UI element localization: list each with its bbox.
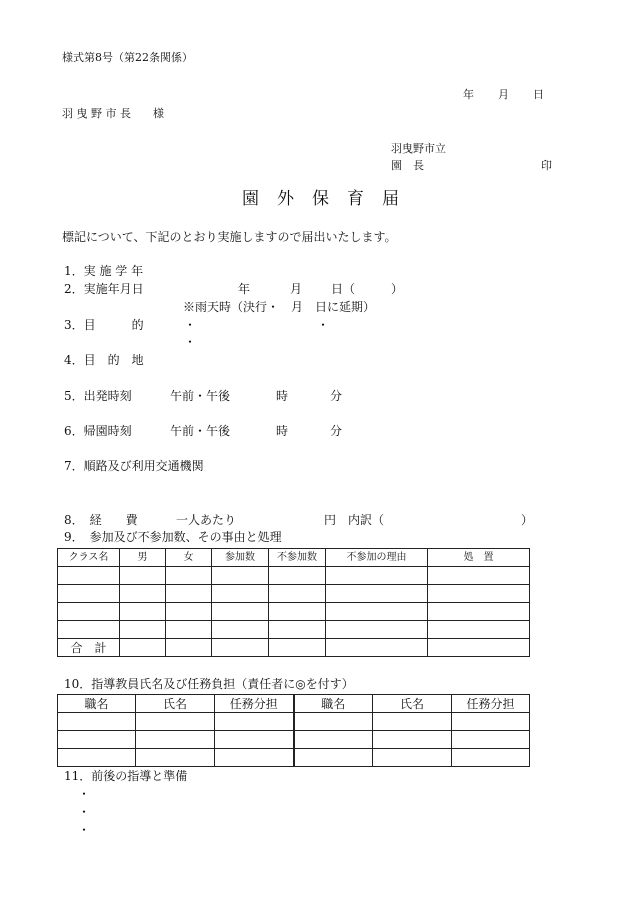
bullet: ・ (184, 335, 197, 349)
table-cell[interactable] (326, 621, 428, 639)
attendance-table (57, 548, 530, 657)
table-cell[interactable] (212, 639, 269, 657)
column-header: 処 置 (428, 549, 530, 567)
sender-title: 園 長 (391, 159, 424, 172)
total-label: 合 計 (58, 639, 120, 657)
item-2-date-label: 2．実施年月日 (64, 282, 144, 296)
title-char: 育 (347, 189, 364, 209)
column-header: クラス名 (58, 549, 120, 567)
table-cell[interactable] (120, 639, 166, 657)
item-6-return-label: 6．帰園時刻 (64, 424, 132, 438)
table-header-row (58, 695, 530, 713)
table-cell[interactable] (58, 713, 136, 731)
item-2-year: 年 (238, 282, 251, 296)
table-row (58, 731, 530, 749)
table-cell[interactable] (120, 567, 166, 585)
item-2-day: 日（ ） (331, 282, 404, 296)
table-cell[interactable] (373, 749, 452, 767)
table-cell[interactable] (428, 567, 530, 585)
table-cell[interactable] (166, 603, 212, 621)
table-cell[interactable] (212, 567, 269, 585)
table-cell[interactable] (212, 603, 269, 621)
sender-org: 羽曳野市立 (391, 142, 446, 155)
bullet: ・ (317, 318, 330, 332)
column-header: 任務分担 (215, 695, 294, 713)
table-cell[interactable] (428, 639, 530, 657)
close-paren: ） (521, 513, 534, 527)
column-header: 女 (166, 549, 212, 567)
bullet: ・ (78, 805, 91, 819)
date-month-label: 月 (498, 88, 509, 101)
table-cell[interactable] (269, 621, 326, 639)
column-header: 不参加数 (269, 549, 326, 567)
form-number: 様式第8号（第22条関係） (62, 51, 193, 64)
title-char: 園 (242, 189, 259, 209)
column-header: 職名 (294, 695, 373, 713)
date-day-label: 日 (533, 88, 544, 101)
table-cell[interactable] (326, 639, 428, 657)
table-total-row (58, 639, 530, 657)
table-cell[interactable] (58, 603, 120, 621)
item-9-attendance: 9． 参加及び不参加数、その事由と処理 (64, 530, 282, 544)
table-cell[interactable] (166, 639, 212, 657)
table-cell[interactable] (326, 567, 428, 585)
column-header: 氏名 (136, 695, 215, 713)
table-header-row (58, 549, 530, 567)
table-cell[interactable] (58, 731, 136, 749)
column-header: 不参加の理由 (326, 549, 428, 567)
column-header: 氏名 (373, 695, 452, 713)
column-header: 男 (120, 549, 166, 567)
table-cell[interactable] (326, 603, 428, 621)
table-row (58, 585, 530, 603)
title-char: 保 (312, 189, 329, 209)
table-row (58, 713, 530, 731)
table-cell[interactable] (136, 731, 215, 749)
item-3-purpose-label: 3．目 的 (64, 318, 144, 332)
yen-breakdown-label: 円 内訳（ (324, 513, 385, 527)
item-1-grade: 1．実 施 学 年 (64, 264, 144, 278)
item-10-teachers: 10．指導教員氏名及び任務負担（責任者に◎を付す） (64, 677, 354, 691)
document-title (242, 191, 399, 208)
table-cell[interactable] (58, 567, 120, 585)
table-cell[interactable] (269, 585, 326, 603)
table-cell[interactable] (428, 603, 530, 621)
minute-label: 分 (330, 389, 343, 403)
rain-note: ※雨天時（決行・ 月 日に延期） (183, 300, 376, 314)
date-year-label: 年 (463, 88, 474, 101)
title-char: 外 (277, 189, 294, 209)
title-char: 届 (382, 189, 399, 209)
table-cell[interactable] (269, 639, 326, 657)
table-cell[interactable] (120, 621, 166, 639)
table-cell[interactable] (294, 749, 373, 767)
item-11-preparation: 11．前後の指導と準備 (64, 769, 188, 783)
table-cell[interactable] (212, 621, 269, 639)
column-header: 任務分担 (452, 695, 530, 713)
ampm-choice: 午前・午後 (170, 389, 231, 403)
column-header: 参加数 (212, 549, 269, 567)
table-cell[interactable] (294, 731, 373, 749)
item-2-month: 月 (290, 282, 303, 296)
item-5-departure-label: 5．出発時刻 (64, 389, 132, 403)
table-cell[interactable] (166, 567, 212, 585)
table-cell[interactable] (294, 713, 373, 731)
table-cell[interactable] (215, 749, 294, 767)
bullet: ・ (78, 823, 91, 837)
table-cell[interactable] (58, 749, 136, 767)
table-cell[interactable] (120, 603, 166, 621)
table-cell[interactable] (373, 713, 452, 731)
item-7-route: 7．順路及び利用交通機関 (64, 459, 204, 473)
hour-label: 時 (276, 424, 289, 438)
table-cell[interactable] (269, 603, 326, 621)
bullet: ・ (184, 318, 197, 332)
item-4-destination: 4．目 的 地 (64, 353, 144, 367)
table-cell[interactable] (136, 749, 215, 767)
table-cell[interactable] (58, 621, 120, 639)
table-cell[interactable] (452, 731, 530, 749)
teachers-table (57, 694, 530, 767)
minute-label: 分 (330, 424, 343, 438)
table-cell[interactable] (166, 585, 212, 603)
seal-mark: 印 (541, 159, 552, 172)
table-row (58, 749, 530, 767)
table-cell[interactable] (428, 585, 530, 603)
table-cell[interactable] (452, 749, 530, 767)
table-cell[interactable] (215, 713, 294, 731)
table-row (58, 603, 530, 621)
item-8-cost-label: 8． 経 費 (64, 513, 138, 527)
addressee: 羽 曳 野 市 長 様 (62, 107, 164, 120)
bullet: ・ (78, 787, 91, 801)
table-cell[interactable] (269, 567, 326, 585)
table-cell[interactable] (120, 585, 166, 603)
table-cell[interactable] (373, 731, 452, 749)
table-cell[interactable] (452, 713, 530, 731)
table-row (58, 621, 530, 639)
table-cell[interactable] (166, 621, 212, 639)
table-cell[interactable] (212, 585, 269, 603)
ampm-choice: 午前・午後 (170, 424, 231, 438)
table-cell[interactable] (58, 585, 120, 603)
per-person-label: 一人あたり (176, 513, 237, 527)
table-cell[interactable] (428, 621, 530, 639)
column-header: 職名 (58, 695, 136, 713)
intro-text: 標記について、下記のとおり実施しますので届出いたします。 (62, 230, 397, 244)
table-cell[interactable] (326, 585, 428, 603)
hour-label: 時 (276, 389, 289, 403)
table-cell[interactable] (215, 731, 294, 749)
table-cell[interactable] (136, 713, 215, 731)
table-row (58, 567, 530, 585)
